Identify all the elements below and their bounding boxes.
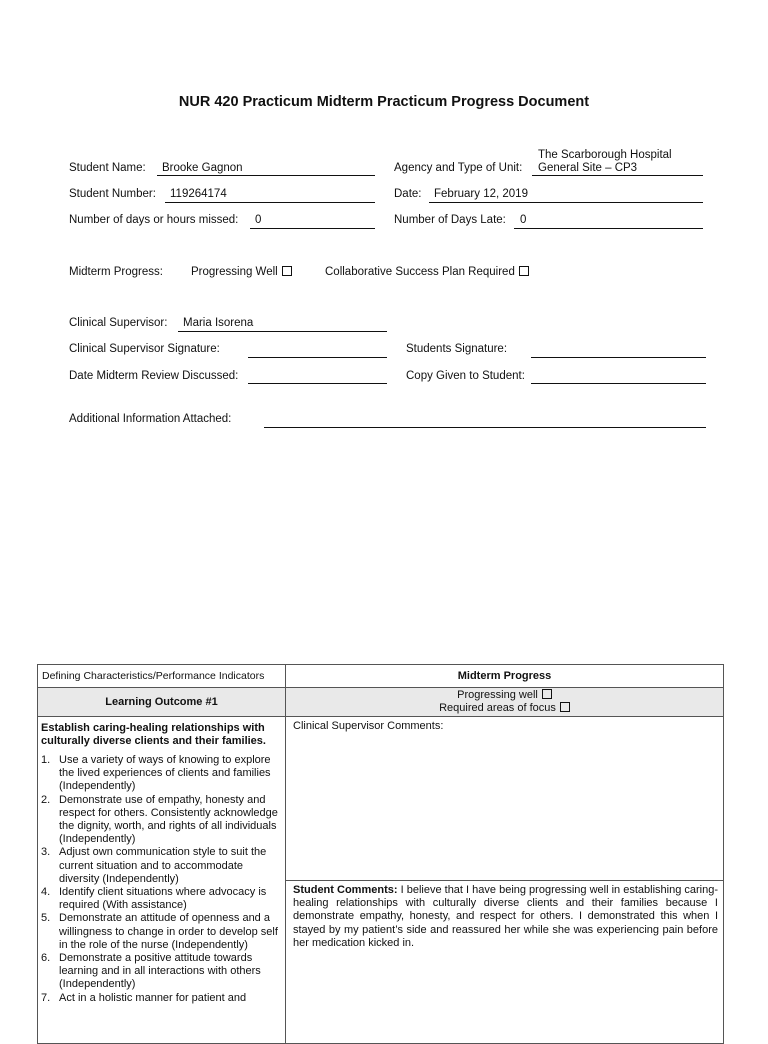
student-name-label: Student Name: — [69, 162, 146, 174]
supervisor-comments-label: Clinical Supervisor Comments: — [293, 720, 444, 732]
student-number-line — [165, 202, 375, 203]
progressing-well-label: Progressing Well — [191, 266, 278, 278]
progressing-well-option[interactable] — [191, 266, 292, 278]
status-focus-checkbox[interactable] — [560, 702, 570, 712]
outcome-statement: Establish caring-healing relationships with culturally diverse clients and their families. — [41, 722, 266, 747]
days-late-line — [514, 228, 703, 229]
student-number-value[interactable]: 119264174 — [170, 188, 227, 200]
progressing-well-checkbox[interactable] — [282, 266, 292, 276]
indicator-item: 5. Demonstrate an attitude of openness and a willingness to change in order to develop self in the role of the nurse (Independently) — [41, 912, 278, 951]
agency-value-line2[interactable]: General Site – CP3 — [538, 162, 638, 174]
review-date-label: Date Midterm Review Discussed: — [69, 370, 239, 382]
success-plan-option[interactable] — [325, 266, 529, 278]
copy-given-line[interactable] — [531, 383, 706, 384]
status-progressing-well[interactable]: Progressing well — [286, 689, 723, 702]
days-missed-label: Number of days or hours missed: — [69, 214, 239, 226]
student-comments-cell[interactable] — [293, 884, 718, 950]
student-name-value[interactable]: Brooke Gagnon — [162, 162, 243, 174]
days-missed-value[interactable]: 0 — [255, 214, 262, 226]
indicator-list — [41, 754, 281, 1005]
status-progressing-checkbox[interactable] — [542, 689, 552, 699]
copy-given-label: Copy Given to Student: — [406, 370, 525, 382]
table-row-divider — [285, 880, 723, 881]
midterm-progress-label: Midterm Progress: — [69, 266, 163, 278]
outcome-status-options — [286, 688, 723, 716]
student-comments-label: Student Comments: — [293, 884, 398, 896]
additional-info-label: Additional Information Attached: — [69, 413, 232, 425]
success-plan-checkbox[interactable] — [519, 266, 529, 276]
clinical-supervisor-label: Clinical Supervisor: — [69, 317, 168, 329]
indicator-item: 4. Identify client situations where advocacy is required (With assistance) — [41, 886, 267, 912]
student-signature-label: Students Signature: — [406, 343, 508, 355]
clinical-supervisor-value[interactable]: Maria Isorena — [183, 317, 254, 329]
supervisor-signature-label: Clinical Supervisor Signature: — [69, 343, 220, 355]
date-value[interactable]: February 12, 2019 — [434, 188, 528, 200]
indicator-item: 6. Demonstrate a positive attitude towards learning and in all interactions with others (Independently) — [41, 952, 261, 991]
indicator-item: 2. Demonstrate use of empathy, honesty and respect for others. Consistently acknowledge the dignity, worth, and rights of all individuals (Independently) — [41, 793, 278, 846]
student-comments-text: I believe that I have being progressing well in establishing caring-healing relationships with culturally diverse clients and their families because I demonstrate empathy, honesty, and respect for others. I demonstrated this when I stayed by my patient’s side and reassured her while she was experiencing pain before her medication kicked in. — [293, 884, 719, 949]
student-name-line — [157, 175, 375, 176]
agency-value-line1[interactable]: The Scarborough Hospital — [538, 149, 672, 161]
header-indicators: Defining Characteristics/Performance Indicators — [42, 670, 265, 682]
review-date-line[interactable] — [248, 383, 387, 384]
additional-info-line[interactable] — [264, 427, 706, 428]
indicator-item: 7. Act in a holistic manner for patient and — [41, 991, 247, 1004]
learning-outcome-table — [37, 664, 724, 1044]
status-required-focus[interactable]: Required areas of focus — [286, 702, 723, 715]
date-line — [429, 202, 703, 203]
learning-outcome-label: Learning Outcome #1 — [38, 688, 285, 716]
agency-line — [532, 175, 703, 176]
days-late-value[interactable]: 0 — [520, 214, 527, 226]
days-late-label: Number of Days Late: — [394, 214, 506, 226]
page-title: NUR 420 Practicum Midterm Practicum Progress Document — [178, 94, 590, 110]
clinical-supervisor-line — [178, 331, 387, 332]
supervisor-signature-line[interactable] — [248, 357, 387, 358]
date-label: Date: — [394, 188, 422, 200]
indicator-item: 3. Adjust own communication style to suit the current situation and to accommodate diversity (Independently) — [41, 846, 267, 885]
success-plan-label: Collaborative Success Plan Required — [325, 266, 515, 278]
indicator-item: 1. Use a variety of ways of knowing to explore the lived experiences of clients and families (Independently) — [41, 754, 271, 793]
indicators-cell — [41, 722, 281, 1005]
student-number-label: Student Number: — [69, 188, 156, 200]
days-missed-line — [250, 228, 375, 229]
student-signature-line[interactable] — [531, 357, 706, 358]
table-row-divider — [38, 716, 723, 717]
header-midterm-progress: Midterm Progress — [457, 670, 552, 682]
table-column-divider — [285, 665, 286, 1043]
agency-label: Agency and Type of Unit: — [394, 162, 523, 174]
